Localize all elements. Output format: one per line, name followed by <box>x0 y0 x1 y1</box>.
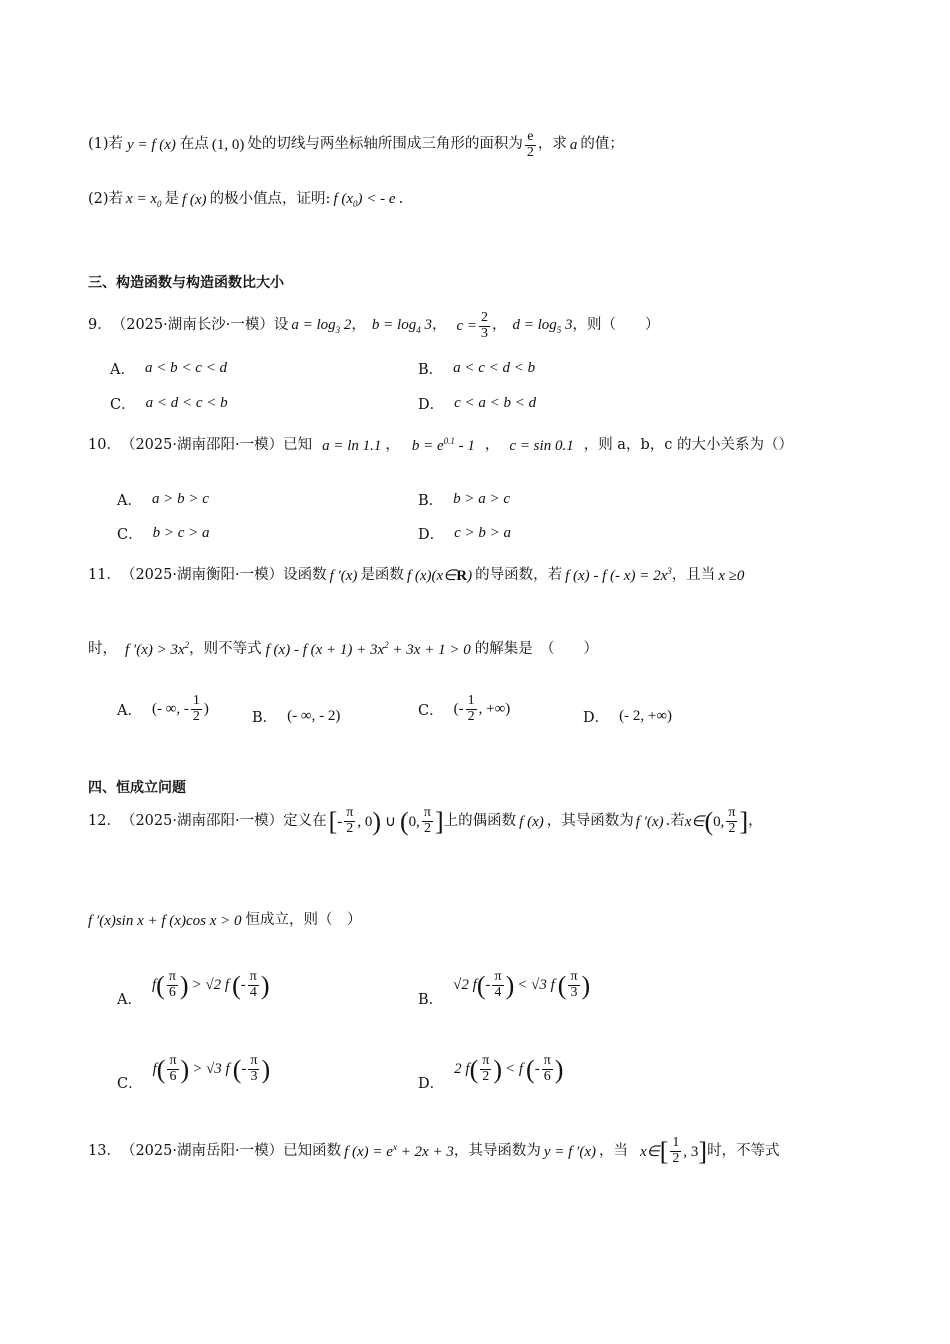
option-text: a < c < d < b <box>453 360 536 376</box>
text: ， <box>748 812 763 829</box>
question-source: （2025·湖南邵阳·一模）定义在 <box>120 812 327 829</box>
option-label: B． <box>418 992 444 1008</box>
text: ，其导函数为 <box>453 1142 541 1159</box>
math-expr: c = sin 0.1 <box>509 437 574 454</box>
math-expr: + 2x + 3 <box>396 1144 454 1161</box>
math-var: a <box>569 137 578 154</box>
paren-right: ) <box>581 970 591 1000</box>
frac-den: 3 <box>570 985 578 1000</box>
option-label: B． <box>252 710 278 726</box>
math-set-R: R <box>456 567 468 584</box>
frac-den: 2 <box>346 821 354 837</box>
math-expr: - <box>241 1061 247 1077</box>
bracket-left: [ <box>659 1137 669 1166</box>
q8-part1 <box>88 130 624 160</box>
fraction <box>248 1054 259 1084</box>
q12-stem-line2 <box>88 912 361 930</box>
text: ，且当 <box>671 566 716 583</box>
q12-stem-line1 <box>88 806 763 837</box>
subscript: 3 <box>335 325 341 336</box>
frac-num: π <box>423 805 431 821</box>
math-expr: > √3 f <box>192 1061 230 1077</box>
text: 的值； <box>580 136 624 153</box>
q10-option-a[interactable] <box>117 489 209 510</box>
option-label: D． <box>418 527 445 543</box>
math-expr: y = f (x) <box>127 137 176 154</box>
question-number: 11． <box>88 566 121 583</box>
q9-option-b[interactable] <box>418 358 535 379</box>
math-expr: f <box>152 1061 157 1077</box>
math-expr: 0, <box>408 813 420 830</box>
paren-right: ) <box>260 970 270 1000</box>
option-text: (- 2, +∞) <box>619 708 673 724</box>
paren-left: ( <box>156 970 165 1000</box>
paren-right: ) <box>554 1054 564 1084</box>
math-expr: x∈ <box>639 1143 660 1160</box>
fraction <box>191 694 202 724</box>
text: .若 <box>665 812 685 829</box>
fraction <box>480 1054 491 1084</box>
question-source: （2025·湖南长沙·一模）设 <box>111 317 289 334</box>
subscript: 5 <box>556 325 562 336</box>
subscript: 0 <box>156 199 162 209</box>
math-expr: f (x) <box>181 191 207 208</box>
frac-num: π <box>543 1053 551 1069</box>
option-text: b > a > c <box>453 491 511 507</box>
fraction <box>726 806 737 836</box>
text: 处的切线与两坐标轴所围成三角形的面积为 <box>247 136 523 153</box>
fraction <box>492 970 503 1000</box>
math-expr: - 1 <box>454 438 475 454</box>
q10-option-c[interactable] <box>117 523 210 544</box>
option-label: A． <box>117 493 142 509</box>
math-expr: b = e <box>411 438 444 454</box>
math-expr: f ′(x) > 3x <box>125 642 185 658</box>
math-expr: y = f ′(x) <box>543 1143 596 1160</box>
bracket-left: [ <box>328 807 338 836</box>
q11-option-a[interactable] <box>117 694 209 724</box>
math-expr: a = ln 1.1 <box>322 437 382 454</box>
frac-num: π <box>482 1053 490 1069</box>
text: 时， <box>88 640 117 657</box>
paren-left: ( <box>469 1054 479 1084</box>
frac-num: 1 <box>192 693 200 708</box>
math-expr: f ′(x) <box>635 813 664 830</box>
math-expr: b = log <box>371 317 417 334</box>
frac-num: 1 <box>467 693 475 708</box>
paren-left: ( <box>526 1054 535 1084</box>
superscript: 0.1 <box>443 436 455 446</box>
paren-left: ( <box>704 807 714 836</box>
bracket-right: ] <box>739 807 749 836</box>
option-label: B． <box>418 493 444 509</box>
option-label: D． <box>418 397 445 413</box>
bracket-right: ] <box>698 1137 708 1166</box>
q9-option-a[interactable] <box>110 358 227 379</box>
frac-den: 2 <box>672 1151 680 1167</box>
frac-den: 4 <box>249 985 257 1000</box>
math-expr: x∈ <box>684 813 705 830</box>
option-text: a < b < c < d <box>144 360 228 376</box>
q12-option-d[interactable] <box>418 1046 563 1093</box>
frac-den: 2 <box>526 144 534 160</box>
text: 是函数 <box>360 566 404 583</box>
paren-right: ) <box>179 970 189 1000</box>
frac-den: 2 <box>728 821 736 837</box>
bracket-right: ] <box>434 807 444 836</box>
option-label: B． <box>418 362 444 378</box>
math-expr: f <box>151 977 157 993</box>
text: ， <box>491 317 507 334</box>
math-expr: f (x) - f (x + 1) + 3x <box>265 642 385 658</box>
math-expr: 3 <box>420 317 432 334</box>
q10-stem <box>88 436 793 455</box>
q10-option-b[interactable] <box>418 489 510 510</box>
part-label: (1)若 <box>88 136 124 153</box>
paren-right: ) <box>180 1054 190 1084</box>
text: ， <box>484 436 500 453</box>
frac-den: 4 <box>494 985 502 1000</box>
option-text: ) <box>203 700 209 717</box>
math-expr: f ′(x)sin x + f (x)cos x > 0 <box>88 913 242 929</box>
question-number: 12． <box>88 812 121 829</box>
frac-num: π <box>494 969 502 985</box>
section-heading-3: 三、构造函数与构造函数比大小 <box>88 275 284 291</box>
fraction <box>422 806 433 836</box>
frac-den: 3 <box>480 325 488 341</box>
frac-den: 2 <box>192 708 200 724</box>
text: ，则 a，b，c 的大小关系为（） <box>583 436 793 453</box>
text: ，则不等式 <box>189 640 262 657</box>
frac-num: 1 <box>672 1135 680 1151</box>
text: ， <box>385 436 400 453</box>
math-expr: 0, <box>713 813 725 830</box>
math-expr: ) <box>467 567 473 584</box>
frac-num: π <box>169 1053 177 1069</box>
question-number: 13． <box>88 1142 121 1159</box>
q11-option-c[interactable] <box>418 694 510 724</box>
math-expr: d = log <box>512 317 557 334</box>
option-label: A． <box>110 362 135 378</box>
math-expr: - <box>485 977 491 993</box>
subscript: 4 <box>416 325 421 336</box>
paren-left: ( <box>232 970 241 1000</box>
option-text: (- <box>453 700 464 717</box>
math-expr: - <box>337 813 343 830</box>
text: 是 <box>164 191 179 208</box>
q11-stem-line1 <box>88 566 744 585</box>
text: ， <box>431 317 447 334</box>
math-expr: (1, 0) <box>211 137 245 154</box>
frac-den: 6 <box>543 1069 551 1084</box>
q12-option-c[interactable] <box>117 1046 270 1093</box>
math-expr: f (x)(x∈ <box>406 567 457 584</box>
math-expr: + 3x + 1 > 0 <box>388 642 471 658</box>
question-source: （2025·湖南岳阳·一模）已知函数 <box>120 1142 342 1159</box>
frac-num: π <box>249 969 257 985</box>
text: ，则（ ） <box>572 317 660 334</box>
section-heading-4: 四、恒成立问题 <box>88 780 186 796</box>
text: 时，不等式 <box>707 1142 780 1159</box>
q8-part2 <box>88 190 403 210</box>
superscript: x <box>392 1142 397 1153</box>
option-text: , +∞) <box>478 700 511 717</box>
option-label: A． <box>117 992 142 1008</box>
math-expr: ) < - e <box>357 191 396 207</box>
q11-option-d[interactable] <box>583 706 672 727</box>
frac-num: π <box>570 969 578 985</box>
frac-den: 2 <box>423 821 431 837</box>
math-expr: f (x) <box>519 813 544 830</box>
math-expr: x ≥0 <box>718 567 745 584</box>
option-text: a > b > c <box>151 491 209 507</box>
paren-left: ( <box>232 1054 242 1084</box>
fraction <box>479 311 490 341</box>
fraction <box>248 970 259 1000</box>
option-text: c > b > a <box>454 525 512 541</box>
math-expr: - <box>534 1061 540 1077</box>
q9-option-d[interactable] <box>418 393 536 414</box>
frac-den: 2 <box>467 708 475 724</box>
paren-left: ( <box>557 970 567 1000</box>
q13-stem <box>88 1136 780 1167</box>
paren-left: ( <box>399 807 409 836</box>
math-expr: f (x) = e <box>344 1144 393 1161</box>
q11-option-b[interactable] <box>252 706 340 727</box>
q10-option-d[interactable] <box>418 523 511 544</box>
fraction <box>466 694 477 724</box>
frac-num: π <box>728 805 736 821</box>
text: 在点 <box>179 136 209 153</box>
option-text: b > c > a <box>152 525 210 541</box>
math-expr: a = log <box>291 317 336 334</box>
text: . <box>398 191 404 208</box>
option-label: C． <box>418 702 444 719</box>
option-text: a < d < c < b <box>145 395 228 411</box>
text: 上的偶函数 <box>443 812 517 829</box>
text: ，求 <box>537 136 567 153</box>
fraction <box>344 806 355 836</box>
fraction <box>167 970 178 1000</box>
math-expr: , 0 <box>357 813 373 830</box>
q9-option-c[interactable] <box>110 393 228 414</box>
paren-right: ) <box>261 1054 271 1084</box>
text: ，当 <box>598 1142 628 1159</box>
frac-num: π <box>250 1053 258 1069</box>
math-expr: 2 f <box>454 1061 470 1077</box>
fraction <box>525 130 536 160</box>
option-label: C． <box>117 527 143 543</box>
superscript: 3 <box>667 566 672 576</box>
option-label: A． <box>117 702 142 719</box>
math-expr: f (x <box>333 191 354 207</box>
question-number: 10． <box>88 436 121 453</box>
text: 的解集是 （ ） <box>474 640 598 657</box>
math-expr: f ′(x) <box>329 567 358 584</box>
math-expr: √2 f <box>453 977 477 993</box>
option-label: D． <box>418 1076 445 1092</box>
superscript: 2 <box>184 640 190 650</box>
math-expr: 2 <box>340 317 352 334</box>
superscript: 2 <box>384 640 389 650</box>
q11-stem-line2 <box>88 640 598 659</box>
option-text: (- ∞, - <box>151 700 189 717</box>
paren-right: ) <box>505 970 515 1000</box>
paren-left: ( <box>156 1054 166 1084</box>
text: 恒成立，则（ ） <box>245 912 362 929</box>
math-expr: f (x) - f (- x) = 2x <box>565 568 668 584</box>
text: 的极小值点，证明: <box>209 191 331 208</box>
math-expr: < √3 f <box>517 977 555 993</box>
math-expr: > √2 f <box>191 977 230 993</box>
q12-option-a[interactable] <box>117 962 270 1009</box>
paren-right: ) <box>372 807 381 836</box>
frac-num: e <box>527 129 534 144</box>
frac-den: 2 <box>482 1069 490 1084</box>
option-text: c < a < b < d <box>454 395 537 411</box>
part-label: (2)若 <box>88 191 124 208</box>
text: ， <box>351 317 366 334</box>
option-label: C． <box>110 397 136 413</box>
option-label: D． <box>583 710 610 726</box>
fraction <box>568 970 579 1000</box>
math-expr: , 3 <box>683 1143 699 1160</box>
frac-num: π <box>346 805 354 821</box>
math-union: ∪ <box>385 813 396 830</box>
q9-stem <box>88 311 660 341</box>
question-source: （2025·湖南邵阳·一模）已知 <box>120 436 313 453</box>
q12-option-b[interactable] <box>418 962 590 1009</box>
question-source: （2025·湖南衡阳·一模）设函数 <box>120 566 327 583</box>
text: ，其导函数为 <box>546 812 634 829</box>
frac-den: 6 <box>168 985 176 1000</box>
paren-left: ( <box>476 970 486 1000</box>
frac-num: 2 <box>480 310 488 325</box>
question-number: 9． <box>88 317 112 334</box>
frac-num: π <box>168 969 176 985</box>
math-expr: c = <box>456 318 477 335</box>
frac-den: 3 <box>250 1069 258 1084</box>
math-expr: < f <box>504 1061 524 1077</box>
text: 的导函数，若 <box>475 566 563 583</box>
math-expr: x = x <box>126 191 157 207</box>
option-label: C． <box>117 1076 143 1092</box>
fraction <box>542 1054 553 1084</box>
math-expr: - <box>240 977 246 993</box>
option-text: (- ∞, - 2) <box>287 708 341 724</box>
math-expr: 3 <box>561 317 573 334</box>
frac-den: 6 <box>169 1069 177 1084</box>
subscript: 0 <box>353 199 358 209</box>
fraction <box>670 1136 681 1166</box>
paren-right: ) <box>493 1054 502 1084</box>
fraction <box>167 1054 178 1084</box>
